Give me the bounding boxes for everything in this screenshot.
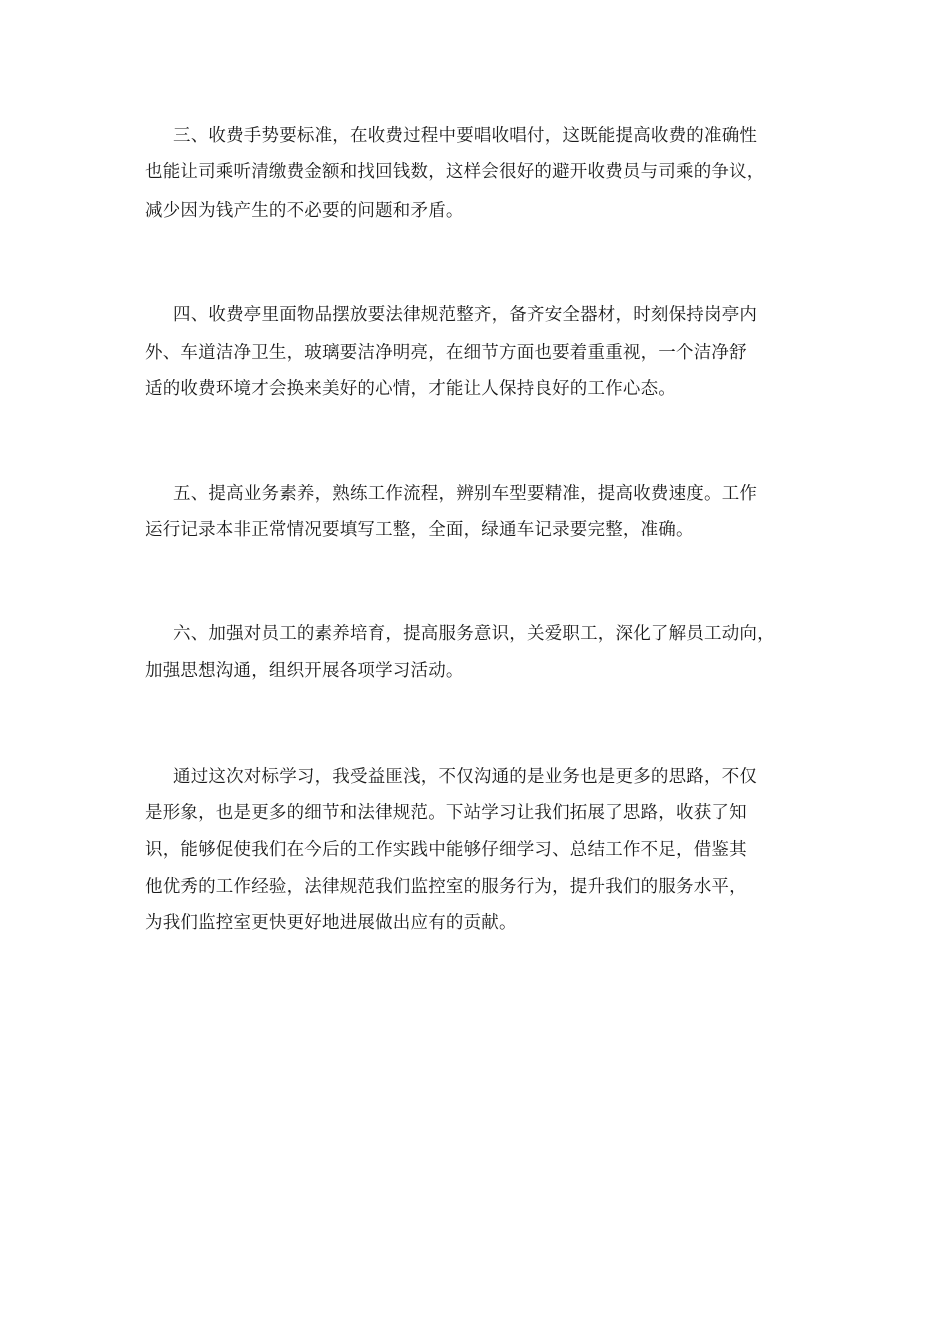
paragraph-1-line-2: 也能让司乘听清缴费金额和找回钱数，这样会很好的避开收费员与司乘的争议， — [145, 162, 765, 182]
paragraph-5-line-3: 识，能够促使我们在今后的工作实践中能够仔细学习、总结工作不足，借鉴其 — [145, 840, 747, 860]
paragraph-3-line-1: 五、提高业务素养，熟练工作流程，辨别车型要精准，提高收费速度。工作 — [173, 484, 758, 504]
paragraph-2-line-3: 适的收费环境才会换来美好的心情，才能让人保持良好的工作心态。 — [145, 379, 676, 399]
paragraph-5-line-1: 通过这次对标学习，我受益匪浅，不仅沟通的是业务也是更多的思路，不仅 — [173, 767, 758, 787]
paragraph-1-line-3: 减少因为钱产生的不必要的问题和矛盾。 — [145, 201, 464, 221]
paragraph-2-line-1: 四、收费亭里面物品摆放要法律规范整齐，备齐安全器材，时刻保持岗亭内 — [173, 305, 758, 325]
paragraph-5-line-5: 为我们监控室更快更好地进展做出应有的贡献。 — [145, 913, 517, 933]
paragraph-4-line-1: 六、加强对员工的素养培育，提高服务意识，关爱职工，深化了解员工动向， — [173, 624, 775, 644]
paragraph-2-line-2: 外、车道洁净卫生，玻璃要洁净明亮，在细节方面也要着重重视，一个洁净舒 — [145, 343, 747, 363]
paragraph-4-line-2: 加强思想沟通，组织开展各项学习活动。 — [145, 661, 464, 681]
paragraph-3-line-2: 运行记录本非正常情况要填写工整，全面，绿通车记录要完整，准确。 — [145, 520, 694, 540]
paragraph-1-line-1: 三、收费手势要标准，在收费过程中要唱收唱付，这既能提高收费的准确性 — [173, 126, 758, 146]
paragraph-5-line-2: 是形象，也是更多的细节和法律规范。下站学习让我们拓展了思路，收获了知 — [145, 803, 747, 823]
paragraph-5-line-4: 他优秀的工作经验，法律规范我们监控室的服务行为，提升我们的服务水平， — [145, 877, 747, 897]
